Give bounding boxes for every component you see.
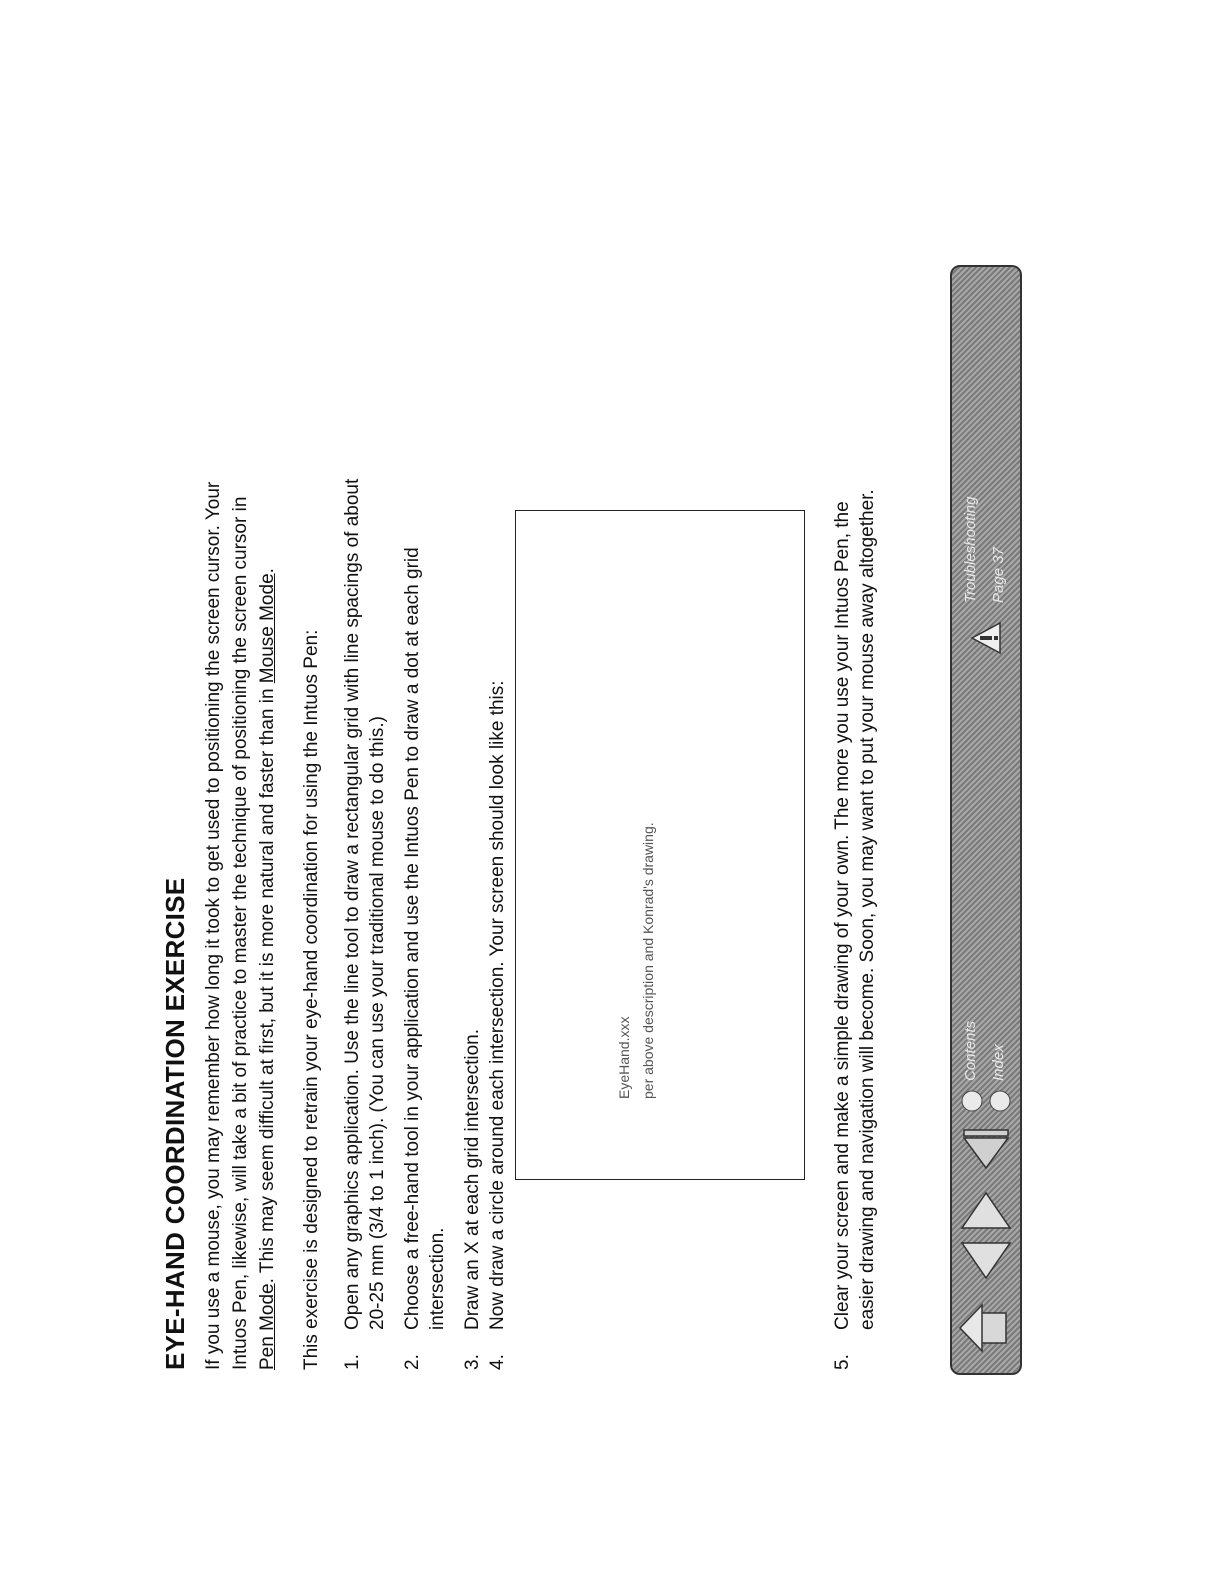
intro-line-3-end: .: [257, 568, 278, 574]
contents-bullet-icon: [962, 1091, 982, 1111]
page-title: EYE-HAND COORDINATION EXERCISE: [160, 877, 190, 1370]
intro-line-3-mid: . This may seem difficult at first, but it is more natural and faster than in: [257, 683, 278, 1284]
step-number: 5.: [832, 1354, 853, 1370]
step-text-5a: Clear your screen and make a simple drawing of your own. The more you use your Intuos Pen, the: [832, 501, 853, 1330]
step-number: 4.: [487, 1354, 508, 1370]
figure-filename: EyeHand.xxx: [616, 1016, 632, 1099]
step-text-2b: intersection.: [427, 1227, 448, 1330]
figure-caption: per above description and Konrad's drawing.: [640, 822, 656, 1099]
step-number: 3.: [462, 1354, 483, 1370]
step-number: 2.: [402, 1354, 423, 1370]
next-page-icon[interactable]: [962, 1193, 1010, 1228]
rotated-page: [160, 0, 1060, 1390]
index-bullet-icon: [990, 1091, 1010, 1111]
step-text-5b: easier drawing and navigation will become. Soon, you may want to put your mouse away altogether.: [857, 489, 878, 1330]
warning-triangle-icon[interactable]: [972, 623, 1000, 653]
step-text-1a: Open any graphics application. Use the line tool to draw a rectangular grid with line spacings of about: [342, 478, 363, 1330]
previous-page-icon[interactable]: [962, 1243, 1010, 1278]
mouse-mode-link[interactable]: Mouse Mode: [257, 573, 278, 684]
index-link[interactable]: Index: [990, 1044, 1007, 1081]
nav-icons: [952, 267, 1020, 1373]
page-number: Page 37: [990, 547, 1007, 603]
intro-line-2: Intuos Pen, likewise, will take a bit of practice to master the technique of positioning the screen cursor in: [230, 496, 251, 1370]
step-text-2a: Choose a free-hand tool in your application and use the Intuos Pen to draw a dot at each grid: [402, 547, 423, 1330]
navigation-bar: [950, 265, 1022, 1375]
back-icon[interactable]: [964, 1130, 1008, 1168]
step-number: 1.: [342, 1354, 363, 1370]
home-icon[interactable]: [960, 1305, 1006, 1351]
intro-line-3: [254, 568, 281, 1370]
troubleshooting-link[interactable]: Troubleshooting: [962, 496, 979, 603]
pen-mode-link[interactable]: Pen Mode: [257, 1283, 278, 1370]
lead-text: This exercise is designed to retrain your eye-hand coordination for using the Intuos Pen:: [301, 629, 322, 1370]
step-text-1b: 20-25 mm (3/4 to 1 inch). (You can use your traditional mouse to do this.): [367, 716, 388, 1330]
step-text-4: Now draw a circle around each intersection. Your screen should look like this:: [487, 680, 508, 1330]
contents-link[interactable]: Contents: [962, 1020, 979, 1081]
figure-placeholder: [515, 510, 805, 1180]
step-text-3: Draw an X at each grid intersection.: [462, 1029, 483, 1330]
intro-line-1: If you use a mouse, you may remember how long it took to get used to positioning the screen cursor. Your: [203, 481, 224, 1370]
